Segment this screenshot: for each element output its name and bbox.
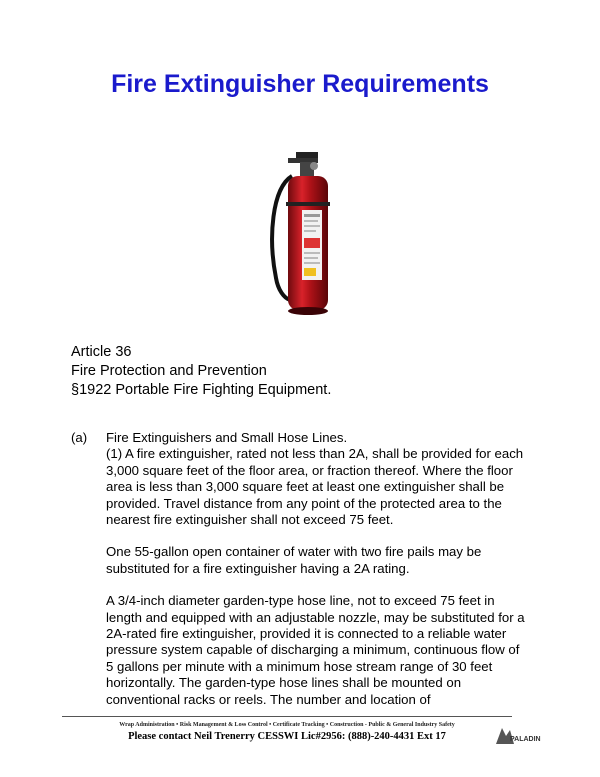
section-title: §1922 Portable Fire Fighting Equipment. [71, 382, 332, 398]
section-body [106, 430, 526, 724]
article-heading [71, 343, 331, 400]
article-number: Article 36 [71, 344, 132, 360]
page-title: Fire Extinguisher Requirements [111, 70, 489, 98]
logo-label: PALADIN [510, 736, 541, 743]
paragraph-1: (1) A fire extinguisher, rated not less than 2A, shall be provided for each 3,000 square feet of the floor area, or fraction thereof. Where the floor area is less than 3,000 square feet at least one extinguisher shall be provided. Travel distance from any point of the protected area to the nearest fire extinguisher shall not exceed 75 feet. [106, 446, 524, 528]
paragraph-label: (a) [71, 430, 88, 445]
paragraph-2: One 55-gallon open container of water with two fire pails may be substituted for a fire extinguisher having a 2A rating. [106, 544, 482, 576]
paragraph-3: A 3/4-inch diameter garden-type hose line, not to exceed 75 feet in length and equipped with an adjustable nozzle, may be substituted for a 2A-rated fire extinguisher, provided it is connected to a reliable water pressure system capable of discharging a minimum, continuous flow of 5 gallons per minute with a minimum hose stream range of 30 feet horizontally. The garden-type hose lines shall be mounted on conventional racks or reels. The number and location of [106, 593, 525, 707]
article-title: Fire Protection and Prevention [71, 363, 267, 379]
footer-contact: Please contact Neil Trenerry CESSWI Lic#2956: (888)-240-4431 Ext 17 [128, 731, 446, 742]
subsection-title: Fire Extinguishers and Small Hose Lines. [106, 430, 348, 445]
footer-divider [62, 716, 512, 717]
fire-extinguisher-image [262, 148, 350, 318]
footer-services: Wrap Administration • Risk Management & Loss Control • Certificate Tracking • Construction - Public & General Industry Safety [119, 722, 455, 728]
